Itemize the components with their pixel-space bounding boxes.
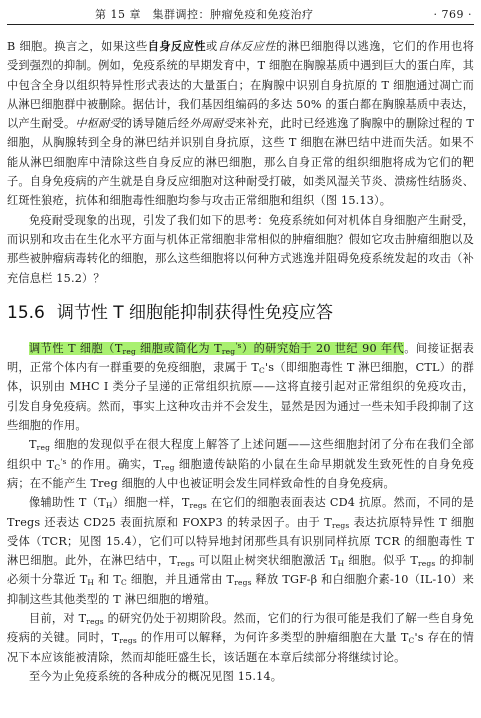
text-span: 的诱导随后经 (120, 117, 190, 131)
bold-term: 自身反应性 (147, 39, 207, 53)
text-span: B 细胞。换言之，如果这些 (7, 40, 148, 53)
italic-term: 中枢耐受 (75, 117, 121, 131)
paragraph-5: 像辅助性 $T(T_H)$细胞一样，$T_{regs}$ 在它们的细胞表面表达 CD4 抗原。然而，不同的是 Tregs 还表达 CD25 表面抗原和 FOXP3 的转录因子。由于 $T_{regs}$ 表达抗原特异性 T 细胞受体（TCR；见图 15.4），它们可以特异地封闭那些具有识别同样抗原 TCR 的细胞毒性 T 淋巴细胞。此外，在淋巴结中，$T_{regs}$ 可以阻止树突状细胞激活 $T_H$ 细胞。似乎 $T_{regs}$ 的抑制必须十分靠近 $T_H$ 和 $T_C$ 细胞，并且通常由 $T_{regs}$ 释放 TGF-β 和白细胞介素-10（IL-10）来抑制这些其他类型的 T 淋巴细胞的增殖。 (7, 496, 475, 606)
text-span: 的淋巴细胞得以逃逸，它们的作用也将受到强烈的抑制。例如，免疫系统的早期发育中，T 细胞在胸腺基质中遇到巨大的蛋白库，其中包含全身以组织特异性形式表达的大量蛋白；在胸腺中识别自身抗原的 T 细胞通过凋亡而从淋巴细胞群中被删除。据估计，我们基因组编码的多达 50% 的蛋白都在胸腺基质中表达，以产生耐受。 (7, 40, 474, 131)
section-number: 15.6 (7, 302, 45, 323)
italic-term: 自体反应性 (217, 40, 277, 53)
text-span: 或 (206, 40, 218, 53)
chapter-title: 第 15 章 集群调控：肿瘤免疫和免疫治疗 (95, 8, 314, 21)
running-header (7, 6, 474, 25)
section-title: 调节性 T 细胞能抑制获得性免疫应答 (56, 302, 334, 323)
page-number: · 769 · (433, 8, 472, 21)
paragraph-7: 至今为止免疫系统的各种成分的概况见图 15.14。 (29, 669, 283, 683)
highlighted-text: 调节性 T 细胞（$T_{reg}$ 细胞或简化为 $T_{reg}^{'s}$）的研究始于 20 世纪 90 年代 (29, 340, 405, 356)
section-heading (7, 301, 474, 325)
paragraph-6: 目前，对 $T_{regs}$ 的研究仍处于初期阶段。然而，它们的行为很可能是我们了解一些自身免疫病的关键。同时，$T_{regs}$ 的作用可以解释，为何许多类型的肿瘤细胞在大量 $T_C's$ 存在的情况下本应该能被清除，然而却能旺盛生长，该话题在本章后续部分将继续讨论。 (7, 612, 474, 664)
text-span: 来补充，此时已经逃逸了胸腺中的删除过程的 T 细胞，从胸腺转到全身的淋巴结并识别自身抗原，这些 T 细胞在淋巴结中进而失活。如果不能从淋巴细胞库中清除这些自身反应的淋巴细胞，那么自身正常的组织细胞将成为它们的靶子。自身免疫病的产生就是自身反应细胞对这种耐受打破，如类风湿关节炎、溃疡性结肠炎、红斑性狼疮，抗体和细胞毒性细胞均参与攻击正常细胞和组织（图 15.13）。 (7, 117, 475, 208)
paragraph-3: 调节性 T 细胞（$T_{reg}$ 细胞或简化为 $T_{reg}^{'s}$）的研究始于 20 世纪 90 年代。间接证据表明，正常个体内有一群重要的免疫细胞，隶属于 $T_C's$（即细胞毒性 T 淋巴细胞，CTL）的群体，识别由 MHC I 类分子呈递的正常组织抗原——这将直接引起对正常组织的免疫攻击，引发自身免疫病。然而，事实上这种攻击并不会发生，显然是因为通过一些未知手段抑制了这些细胞的作用。 (7, 340, 475, 433)
paragraph-1 (7, 37, 474, 211)
paragraph-4: $T_{reg}$ 细胞的发现似乎在很大程度上解答了上述问题——这些细胞封闭了分布在我们全部组织中 $T_C^{'s}$ 的作用。确实，$T_{reg}$ 细胞遗传缺陷的小鼠在生命早期就发生致死性的自身免疫病；在不能产生 Treg 细胞的人中也被证明会发生同样致命性的自身免疫病。 (7, 438, 474, 490)
italic-term: 外周耐受 (189, 117, 235, 131)
paragraph-2: 免疫耐受现象的出现，引发了我们如下的思考：免疫系统如何对机体自身细胞产生耐受，而识别和攻击在生化水平方面与机体正常细胞非常相似的肿瘤细胞？假如它攻击肿瘤细胞以及那些被肿瘤病毒转化的细胞，那么这些细胞将以何种方式逃逸并阻碍免疫系统发起的攻击（补充信息栏 15.2）？ (7, 213, 474, 285)
